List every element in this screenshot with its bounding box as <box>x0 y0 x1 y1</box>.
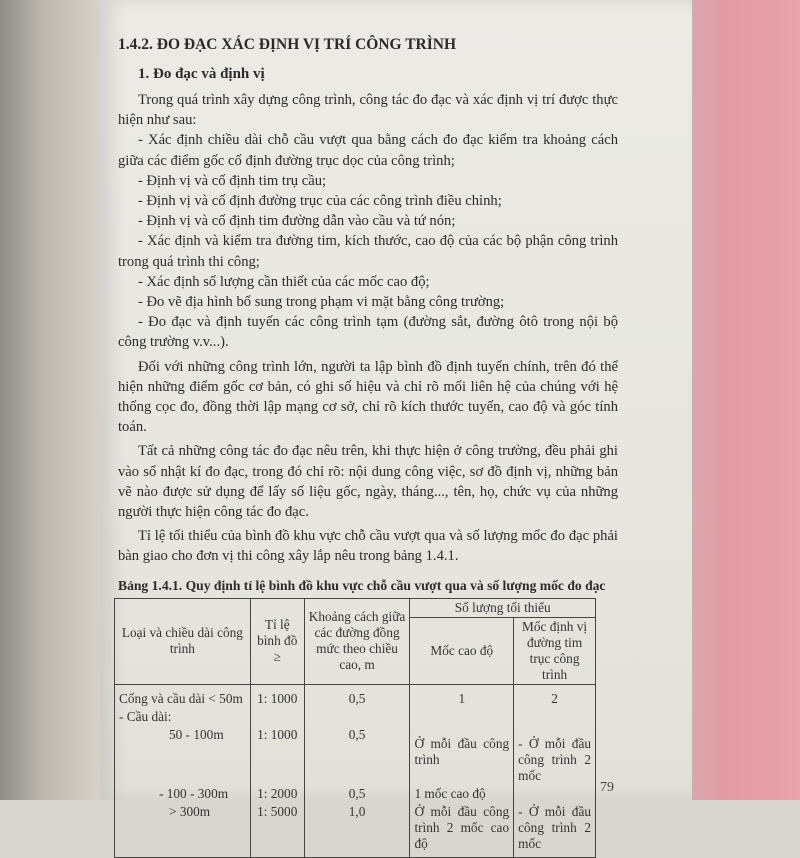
table-row <box>115 684 596 708</box>
survey-table <box>114 598 596 858</box>
table-row <box>115 708 596 726</box>
header-min-count: Số lượng tối thiểu <box>410 598 596 617</box>
table-row <box>115 726 596 785</box>
body-paragraph: Tỉ lệ tối thiểu của bình đồ khu vực chỗ cầu vượt qua và số lượng mốc đo đạc phải bàn giao cho đơn vị thi công xây lắp nêu trong bảng 1.4.1. <box>118 528 618 565</box>
list-item: - Định vị và cố định tim đường dẫn vào cầu và tứ nón; <box>138 213 456 230</box>
cell-scale <box>250 708 304 726</box>
header-distance: Khoảng cách giữa các đường đồng mức theo chiều cao, m <box>304 598 410 684</box>
cell-elevation: Ở mỗi đầu công trình <box>410 726 514 785</box>
header-elevation: Mốc cao độ <box>410 617 514 684</box>
cell-elevation: Ở mỗi đầu công trình 2 mốc cao độ <box>410 803 514 858</box>
background-surface <box>692 0 800 800</box>
body-paragraph: Tất cả những công tác đo đạc nêu trên, khi thực hiện ở công trường, đều phải ghi vào sổ nhật kí đo đạc, trong đó chỉ rõ: nội dung công việc, sơ đồ định vị, những bản vẽ nào được sử dụng để lấy số liệu gốc, ngày, tháng..., tên, họ, chức vụ của những người thực hiện công tác đo đạc. <box>118 443 618 521</box>
header-type: Loại và chiều dài công trình <box>115 598 251 684</box>
list-item: - Xác định chiều dài chỗ cầu vượt qua bằng cách đo đạc kiểm tra khoảng cách giữa các điểm gốc cố định đường trục dọc của công trình; <box>118 132 618 169</box>
body-paragraph: Đối với những công trình lớn, người ta lập bình đồ định tuyến chính, trên đó thể hiện những điểm gốc cơ bản, có ghi số hiệu và chỉ rõ mối liên hệ của chúng với hệ thống cọc đo, đồng thời lập mạng cơ sở, chỉ rõ kích thước tuyến, cao độ và góc tính toán. <box>118 358 618 436</box>
cell-scale: 1: 1000 <box>250 684 304 708</box>
list-item: - Đo đạc và định tuyến các công trình tạm (đường sắt, đường ôtô trong nội bộ công trường v.v...). <box>118 314 618 351</box>
table-caption: Bảng 1.4.1. Quy định tỉ lệ bình đồ khu vực chỗ cầu vượt qua và số lượng mốc đo đạc <box>118 577 606 593</box>
cell-axis: 2 <box>514 684 596 708</box>
cell-axis: - Ở mỗi đầu công trình 2 mốc <box>514 726 596 785</box>
header-scale: Tỉ lệ bình đồ ≥ <box>250 598 304 684</box>
cell-elevation: 1 mốc cao độ <box>410 785 514 803</box>
cell-distance: 0,5 <box>304 684 410 708</box>
cell-axis <box>514 708 596 726</box>
cell-elevation: 1 <box>410 684 514 708</box>
header-axis: Mốc định vị đường tim trục công trình <box>514 617 596 684</box>
list-item: - Định vị và cố định đường trục của các công trình điều chỉnh; <box>138 193 502 210</box>
list-item: - Xác định số lượng cần thiết của các mốc cao độ; <box>138 273 430 290</box>
table-row <box>115 803 596 858</box>
list-item: - Định vị và cố định tim trụ cầu; <box>138 172 327 189</box>
table-header-row <box>115 598 596 617</box>
cell-axis: - Ở mỗi đầu công trình 2 mốc <box>514 803 596 858</box>
list-item: - Xác định và kiểm tra đường tim, kích thước, cao độ của các bộ phận công trình trong quá trình thi công; <box>118 233 618 270</box>
page-content <box>118 36 618 858</box>
cell-distance: 1,0 <box>304 803 410 858</box>
page-gutter-shadow <box>0 0 100 800</box>
page-number: 79 <box>600 780 614 795</box>
cell-type: > 300m <box>115 803 251 858</box>
book-page <box>100 0 692 851</box>
cell-distance <box>304 708 410 726</box>
section-heading: 1.4.2. ĐO ĐẠC XÁC ĐỊNH VỊ TRÍ CÔNG TRÌNH <box>118 36 457 53</box>
list-item: - Đo vẽ địa hình bổ sung trong phạm vi mặt bằng công trường; <box>138 294 505 311</box>
subsection-heading: 1. Đo đạc và định vị <box>138 66 265 82</box>
cell-scale: 1: 5000 <box>250 803 304 858</box>
cell-type: Cống và cầu dài < 50m <box>115 684 251 708</box>
cell-type: 50 - 100m <box>115 726 251 785</box>
cell-scale: 1: 2000 <box>250 785 304 803</box>
cell-type: - 100 - 300m <box>115 785 251 803</box>
cell-scale: 1: 1000 <box>250 726 304 785</box>
cell-distance: 0,5 <box>304 785 410 803</box>
cell-elevation <box>410 708 514 726</box>
cell-type: - Cầu dài: <box>115 708 251 726</box>
intro-paragraph: Trong quá trình xây dựng công trình, công tác đo đạc và xác định vị trí được thực hiện như sau: <box>118 92 618 129</box>
cell-distance: 0,5 <box>304 726 410 785</box>
